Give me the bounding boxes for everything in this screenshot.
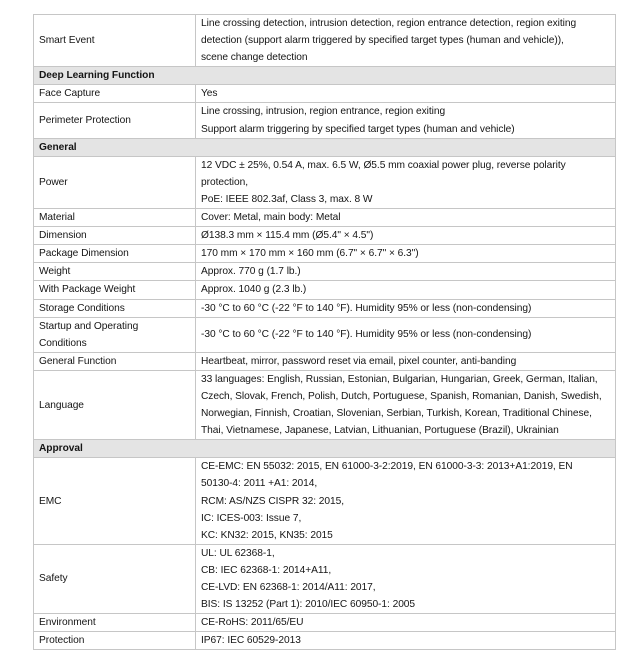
- section-header: Deep Learning Function: [34, 67, 616, 85]
- spec-label: [34, 544, 196, 613]
- spec-value: [196, 632, 616, 650]
- section-row: [34, 67, 616, 85]
- spec-value-line: scene change detection: [201, 52, 308, 64]
- table-row: [34, 15, 616, 67]
- spec-label: [34, 209, 196, 227]
- spec-value: [196, 245, 616, 263]
- table-row: [34, 544, 616, 613]
- spec-value: [196, 317, 616, 352]
- spec-label: [34, 15, 196, 67]
- spec-value: [196, 370, 616, 439]
- spec-value: [196, 156, 616, 208]
- spec-value-line: IC: ICES-003: Issue 7,: [201, 512, 302, 524]
- spec-value-line: UL: UL 62368-1,: [201, 547, 275, 559]
- spec-label: [34, 245, 196, 263]
- section-header: Approval: [34, 440, 616, 458]
- section-row: [34, 440, 616, 458]
- table-row: [34, 209, 616, 227]
- spec-label-line: Package Dimension: [39, 248, 129, 260]
- spec-label-line: Dimension: [39, 230, 87, 242]
- spec-value-line: RCM: AS/NZS CISPR 32: 2015,: [201, 495, 345, 507]
- spec-value-line: Line crossing, intrusion, region entrance, region exiting: [201, 106, 446, 118]
- spec-label-line: Protection: [39, 635, 85, 647]
- spec-value: [196, 458, 616, 544]
- spec-value-line: Approx. 770 g (1.7 lb.): [201, 266, 301, 278]
- spec-value: [196, 544, 616, 613]
- section-header: General: [34, 138, 616, 156]
- spec-label-line: Startup and Operating: [39, 320, 139, 332]
- spec-label-line: Material: [39, 212, 75, 224]
- spec-value-line: Thai, Vietnamese, Japanese, Latvian, Lithuanian, Portuguese (Brazil), Ukrainian: [201, 425, 559, 437]
- spec-label-line: EMC: [39, 495, 62, 507]
- table-row: [34, 299, 616, 317]
- spec-label: [34, 317, 196, 352]
- spec-label: [34, 227, 196, 245]
- spec-value-line: 12 VDC ± 25%, 0.54 A, max. 6.5 W, Ø5.5 mm coaxial power plug, reverse polarity: [201, 159, 566, 171]
- spec-value-line: Support alarm triggering by specified target types (human and vehicle): [201, 123, 515, 135]
- spec-value: [196, 299, 616, 317]
- spec-value: [196, 263, 616, 281]
- spec-value-line: Norwegian, Finnish, Croatian, Slovenian, Serbian, Turkish, Korean, Traditional Chinese,: [201, 408, 592, 420]
- spec-label: [34, 263, 196, 281]
- spec-value-line: Line crossing detection, intrusion detection, region entrance detection, region exiting: [201, 18, 577, 29]
- spec-label-line: Environment: [39, 617, 96, 629]
- spec-label: [34, 458, 196, 544]
- spec-label: [34, 156, 196, 208]
- spec-label: [34, 370, 196, 439]
- spec-label-line: Storage Conditions: [39, 302, 125, 314]
- spec-value-line: 33 languages: English, Russian, Estonian, Bulgarian, Hungarian, Greek, German, Italian,: [201, 373, 598, 385]
- spec-table: [33, 14, 616, 650]
- spec-label-line: Language: [39, 399, 84, 411]
- spec-value: [196, 614, 616, 632]
- spec-value-line: KC: KN32: 2015, KN35: 2015: [201, 529, 333, 541]
- spec-value-line: PoE: IEEE 802.3af, Class 3, max. 8 W: [201, 193, 373, 205]
- spec-value-line: Approx. 1040 g (2.3 lb.): [201, 284, 307, 296]
- spec-label-line: With Package Weight: [39, 284, 136, 296]
- spec-value-line: protection,: [201, 176, 249, 188]
- table-row: [34, 281, 616, 299]
- spec-label-line: Conditions: [39, 337, 87, 349]
- table-row: [34, 458, 616, 544]
- spec-value-line: -30 °C to 60 °C (-22 °F to 140 °F). Humidity 95% or less (non-condensing): [201, 302, 532, 314]
- spec-value-line: -30 °C to 60 °C (-22 °F to 140 °F). Humidity 95% or less (non-condensing): [201, 329, 532, 341]
- spec-value-line: IP67: IEC 60529-2013: [201, 635, 301, 647]
- spec-value-line: CE-RoHS: 2011/65/EU: [201, 617, 304, 629]
- table-row: [34, 614, 616, 632]
- spec-value: [196, 15, 616, 67]
- table-row: [34, 632, 616, 650]
- spec-label-line: Weight: [39, 266, 71, 278]
- spec-value-line: Ø138.3 mm × 115.4 mm (Ø5.4" × 4.5"): [201, 230, 374, 242]
- spec-label: [34, 85, 196, 103]
- table-row: [34, 370, 616, 439]
- spec-label: [34, 632, 196, 650]
- spec-label: [34, 352, 196, 370]
- spec-value-line: CE-EMC: EN 55032: 2015, EN 61000-3-2:2019, EN 61000-3-3: 2013+A1:2019, EN: [201, 461, 573, 473]
- table-row: [34, 263, 616, 281]
- table-row: [34, 85, 616, 103]
- spec-label: [34, 281, 196, 299]
- table-row: [34, 227, 616, 245]
- spec-label-line: Safety: [39, 573, 68, 585]
- spec-label-line: Face Capture: [39, 88, 101, 100]
- spec-value-line: Heartbeat, mirror, password reset via email, pixel counter, anti-banding: [201, 355, 517, 367]
- spec-table-body: [34, 15, 616, 650]
- spec-value-line: Czech, Slovak, French, Polish, Dutch, Portuguese, Spanish, Romanian, Danish, Swedish,: [201, 390, 602, 402]
- spec-value: [196, 281, 616, 299]
- table-row: [34, 156, 616, 208]
- spec-value: [196, 103, 616, 138]
- spec-label: [34, 103, 196, 138]
- spec-label-line: Power: [39, 176, 68, 188]
- spec-value-line: Cover: Metal, main body: Metal: [201, 212, 341, 224]
- section-row: [34, 138, 616, 156]
- spec-label-line: General Function: [39, 355, 117, 367]
- spec-value: [196, 209, 616, 227]
- spec-label: [34, 299, 196, 317]
- spec-value: [196, 227, 616, 245]
- spec-label-line: Perimeter Protection: [39, 115, 131, 127]
- spec-value-line: Yes: [201, 88, 218, 100]
- spec-value-line: 170 mm × 170 mm × 160 mm (6.7" × 6.7" × 6.3"): [201, 248, 419, 260]
- table-row: [34, 352, 616, 370]
- table-row: [34, 245, 616, 263]
- table-row: [34, 103, 616, 138]
- spec-label-line: Smart Event: [39, 35, 95, 47]
- spec-value-line: detection (support alarm triggered by specified target types (human and vehicle)),: [201, 35, 564, 47]
- spec-value-line: BIS: IS 13252 (Part 1): 2010/IEC 60950-1: 2005: [201, 599, 416, 611]
- spec-value-line: CE-LVD: EN 62368-1: 2014/A11: 2017,: [201, 582, 376, 593]
- spec-value-line: CB: IEC 62368-1: 2014+A11,: [201, 564, 332, 576]
- table-row: [34, 317, 616, 352]
- spec-label: [34, 614, 196, 632]
- spec-value: [196, 85, 616, 103]
- spec-value: [196, 352, 616, 370]
- spec-value-line: 50130-4: 2011 +A1: 2014,: [201, 478, 318, 490]
